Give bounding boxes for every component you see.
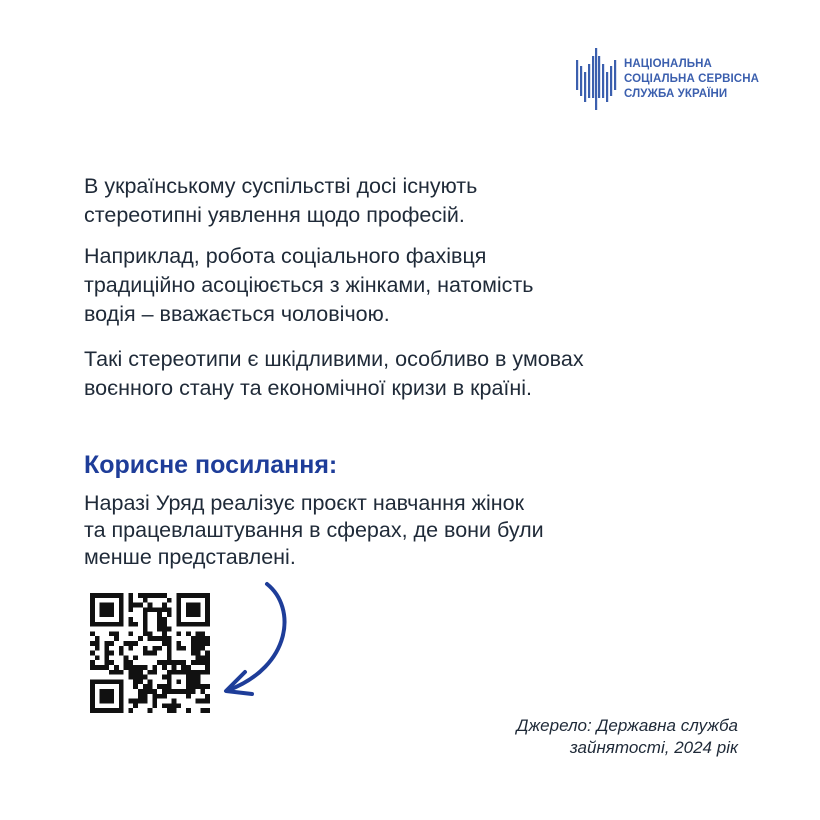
note-line: менше представлені. — [84, 545, 296, 569]
logo-line-1: НАЦІОНАЛЬНА — [624, 57, 712, 70]
logo-line-3: СЛУЖБА УКРАЇНИ — [624, 87, 728, 100]
source-note — [517, 715, 739, 759]
useful-link-text — [84, 490, 544, 571]
useful-link-heading: Корисне посилання: — [84, 451, 338, 479]
paragraph-line: традиційно асоціюється з жінками, натомість — [84, 273, 534, 297]
paragraph-line: В українському суспільстві досі існують — [84, 174, 478, 198]
ministry-logo — [574, 46, 759, 112]
paragraph-line: водія – вважається чоловічою. — [84, 302, 390, 326]
trident-barcode-emblem-icon — [574, 46, 618, 112]
paragraph-line: Такі стереотипи є шкідливими, особливо в умовах — [84, 347, 584, 371]
paragraph-line: воєнного стану та економічної кризи в країні. — [84, 376, 533, 400]
note-line: Наразі Уряд реалізує проєкт навчання жінок — [84, 491, 525, 515]
curved-arrow-icon — [215, 578, 300, 703]
paragraph-harm — [84, 345, 584, 403]
source-line-2: зайнятості, 2024 рік — [569, 738, 738, 757]
qr-code-icon[interactable] — [90, 593, 210, 713]
paragraph-stereotypes-intro — [84, 172, 477, 230]
paragraph-line: стереотипні уявлення щодо професій. — [84, 203, 465, 227]
paragraph-line: Наприклад, робота соціального фахівця — [84, 244, 487, 268]
source-line-1: Джерело: Державна служба — [516, 716, 738, 735]
note-line: та працевлаштування в сферах, де вони були — [84, 518, 544, 542]
paragraph-example — [84, 242, 533, 329]
logo-line-2: СОЦІАЛЬНА СЕРВІСНА — [624, 72, 760, 85]
logo-title — [624, 57, 759, 102]
